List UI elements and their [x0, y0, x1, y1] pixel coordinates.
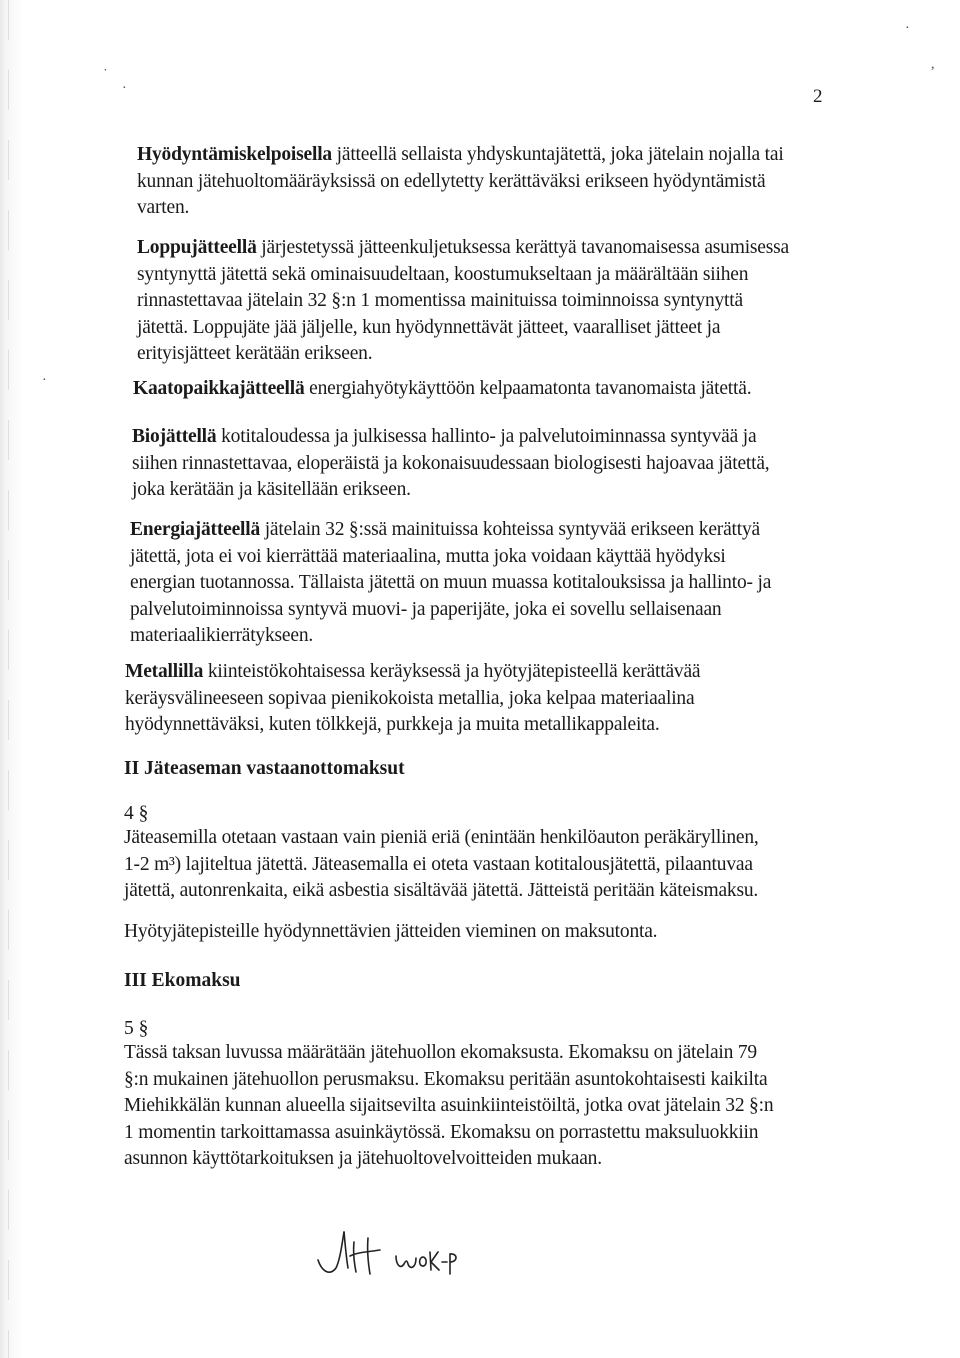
definition-term: Metallilla: [125, 661, 204, 682]
definition-loppujate: [137, 235, 789, 368]
paragraph-number-4: 4 §: [124, 803, 149, 824]
definition-kaatopaikkajate: [133, 376, 751, 403]
definition-text: keräysvälineeseen sopivaa pienikokoista metallia, joka kelpaa materiaalina: [125, 687, 695, 709]
paragraph-line: Tässä taksan luvussa määrätään jätehuollon ekomaksusta. Ekomaksu on jätelain 79: [124, 1042, 757, 1063]
definition-text: jätteellä sellaista yhdyskuntajätettä, joka jätelain nojalla tai: [331, 144, 784, 165]
definition-text: jätettä, jota ei voi kierrättää materiaalina, mutta joka voidaan käyttää hyödyksi: [130, 545, 726, 567]
paragraph-number-5: 5 §: [124, 1018, 149, 1039]
definition-text: kunnan jätehuoltomääräyksissä on edellytetty kerättäväksi erikseen hyödyntämistä: [137, 170, 766, 192]
definition-text: palvelutoiminnoissa syntyvä muovi- ja paperijäte, joka ei sovellu sellaisenaan: [130, 598, 722, 620]
definition-hyodyntamiskelpoinen: [137, 142, 784, 222]
section-heading-iii: III Ekomaksu: [124, 970, 241, 991]
definition-biojate: [132, 424, 769, 504]
definition-text: kiinteistökohtaisessa keräyksessä ja hyötyjätepisteellä kerättävää: [203, 661, 701, 682]
paragraph-line: 1 momentin tarkoittamassa asuinkäytössä. Ekomaksu on porrastettu maksuluokkiin: [124, 1121, 759, 1143]
scan-speck: ·: [42, 373, 47, 388]
definition-text: energian tuotannossa. Tällaista jätettä on muun muassa kotitalouksissa ja hallinto- ja: [130, 572, 772, 593]
paragraph-5-text: [124, 1040, 773, 1173]
paragraph-line: §:n mukainen jätehuollon perusmaksu. Ekomaksu peritään asuntokohtaisesti kaikilta: [124, 1068, 768, 1090]
paragraph-line: asunnon käyttötarkoituksen ja jätehuoltovelvoitteiden mukaan.: [124, 1148, 602, 1169]
definition-text: erityisjätteet kerätään erikseen.: [137, 343, 373, 364]
definition-text: jätelain 32 §:ssä mainituissa kohteissa syntyvää erikseen kerättyä: [260, 519, 760, 540]
definition-term: Hyödyntämiskelpoisella: [137, 144, 332, 165]
paragraph-line: jätettä, autonrenkaita, eikä asbestia sisältävää jätettä. Jätteistä peritään käteismaksu.: [124, 880, 759, 901]
definition-term: Loppujätteellä: [137, 237, 257, 258]
definition-metalli: [125, 659, 700, 739]
scan-shadow-edge: [0, 0, 24, 1358]
definition-text: rinnastettavaa jätelain 32 §:n 1 momentissa mainituissa toiminnoissa syntynyttä: [137, 290, 743, 311]
definition-term: Kaatopaikkajätteellä: [133, 378, 305, 399]
paragraph-line: 1-2 m³) lajiteltua jätettä. Jäteasemalla ei oteta vastaan kotitalousjätettä, pilaantuvaa: [124, 853, 753, 875]
scan-speck: ,: [931, 57, 935, 72]
scan-speck: ·: [122, 81, 127, 96]
definition-text: joka kerätään ja käsitellään erikseen.: [132, 479, 411, 500]
paragraph-4-text: [124, 825, 759, 905]
definition-term: Energiajätteellä: [130, 519, 261, 540]
scan-speck: ·: [905, 21, 910, 36]
definition-term: Biojättellä: [132, 426, 217, 447]
definition-text: siihen rinnastettavaa, eloperäistä ja kokonaisuudessaan biologisesti hajoavaa jätettä,: [132, 452, 770, 474]
definition-text: hyödynnettäväksi, kuten tölkkejä, purkkeja ja muita metallikappaleita.: [125, 714, 660, 735]
definition-text: energiahyötykäyttöön kelpaamatonta tavanomaista jätettä.: [304, 378, 752, 399]
paragraph-line: Miehikkälän kunnan alueella sijaitsevilta asuinkiinteistöiltä, jotka ovat jätelain 32 §:n: [124, 1095, 774, 1116]
definition-text: materiaalikierrätykseen.: [130, 625, 314, 646]
paragraph-line: Jäteasemilla otetaan vastaan vain pieniä eriä (enintään henkilöauton peräkäryllinen,: [124, 827, 759, 848]
definition-text: järjestetyssä jätteenkuljetuksessa kerättyä tavanomaisessa asumisessa: [256, 237, 789, 258]
definition-text: syntynyttä jätettä sekä ominaisuudeltaan, koostumukseltaan ja määrältään siihen: [137, 263, 749, 285]
paragraph-4-note: [124, 919, 657, 946]
definition-text: kotitaloudessa ja julkisessa hallinto- ja palvelutoiminnassa syntyvää ja: [216, 426, 757, 447]
paragraph-line: Hyötyjätepisteille hyödynnettävien jätteiden vieminen on maksutonta.: [124, 921, 658, 942]
section-heading-ii: II Jäteaseman vastaanottomaksut: [124, 758, 405, 779]
definition-text: jätettä. Loppujäte jää jäljelle, kun hyödynnettävät jätteet, vaaralliset jätteet ja: [137, 316, 721, 338]
scan-speck: ˙: [103, 67, 108, 82]
handwritten-initials: [300, 1222, 460, 1292]
page-number: 2: [813, 86, 823, 107]
definition-energiajate: [130, 517, 771, 650]
definition-text: varten.: [137, 197, 190, 218]
